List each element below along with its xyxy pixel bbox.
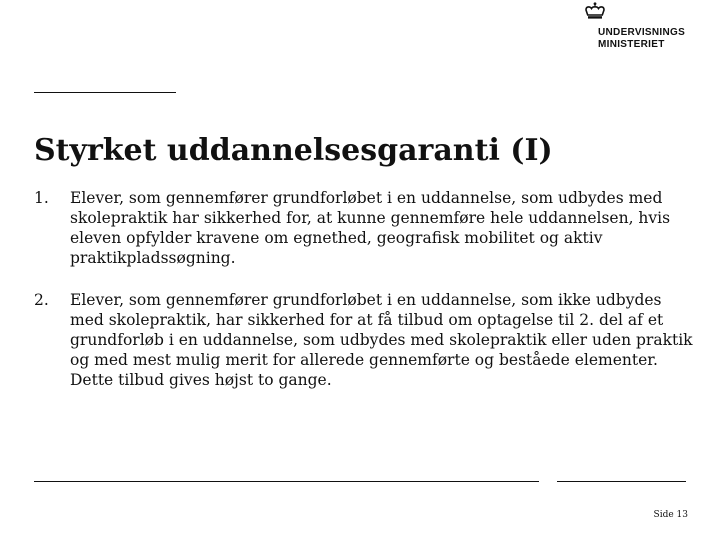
slide-title: Styrket uddannelsesgaranti (I) <box>34 133 553 168</box>
ministry-logo <box>584 0 708 54</box>
list-item <box>34 188 694 268</box>
logo-line-1: UNDERVISNINGS <box>598 27 686 38</box>
logo-text <box>598 27 685 51</box>
bottom-divider-short <box>557 481 686 482</box>
page-number: Side 13 <box>653 510 688 520</box>
logo-line-2: MINISTERIET <box>598 39 665 50</box>
list-item <box>34 290 694 390</box>
numbered-list <box>34 188 694 412</box>
list-item-text: Elever, som gennemfører grundforløbet i en uddannelse, som ikke udbydes med skolepraktik, har sikkerhed for at få tilbud om optagelse til 2. del af et grundforløb i en uddannelse, som udbydes med skolepraktik eller uden praktik og med mest mulig merit for allerede gennemførte og beståede elementer. Dette tilbud gives højst to gange. <box>70 291 693 389</box>
list-item-number: 1. <box>34 189 49 207</box>
crown-icon <box>584 2 606 20</box>
list-item-number: 2. <box>34 291 49 309</box>
list-item-text: Elever, som gennemfører grundforløbet i en uddannelse, som udbydes med skolepraktik har sikkerhed for, at kunne gennemføre hele uddannelsen, hvis eleven opfylder kravene om egnethed, geografisk mobilitet og aktiv praktikpladssøgning. <box>70 189 671 267</box>
bottom-divider-long <box>34 481 539 482</box>
top-divider <box>34 92 176 93</box>
